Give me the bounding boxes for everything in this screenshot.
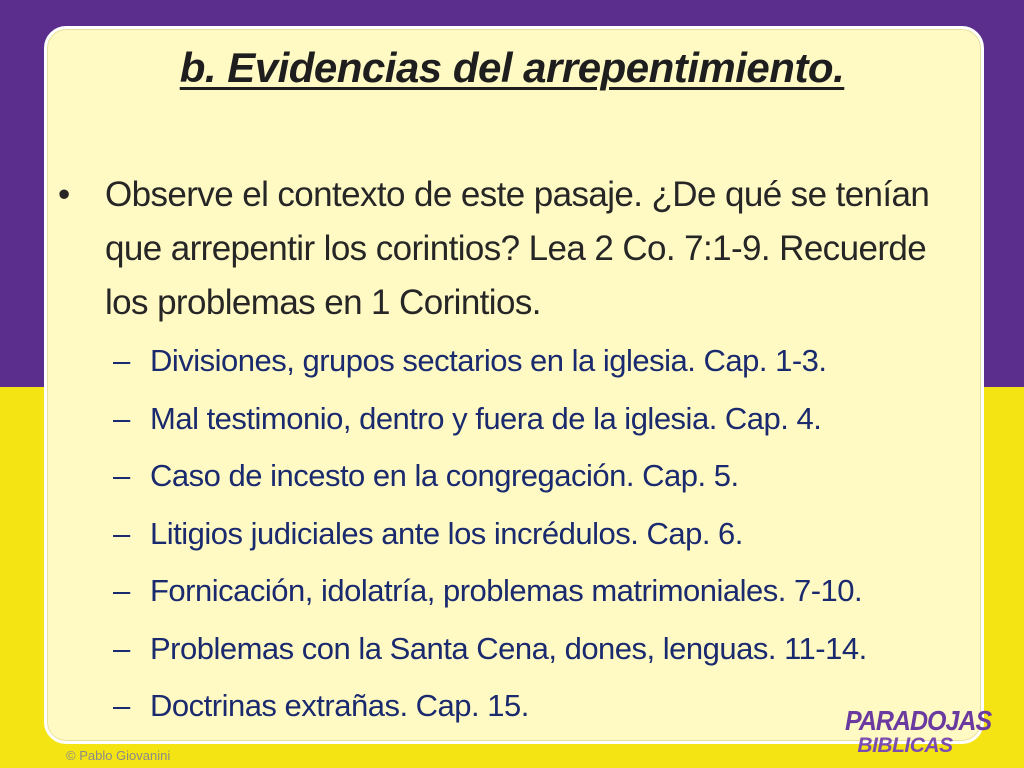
- sub-item-text: Divisiones, grupos sectarios en la iglesia. Cap. 1-3.: [150, 343, 827, 378]
- sub-item-text: Problemas con la Santa Cena, dones, lenguas. 11-14.: [150, 630, 867, 666]
- dash-icon: –: [113, 688, 130, 723]
- copyright-notice: © Pablo Giovanini: [66, 748, 171, 763]
- paradojas-biblicas-logo: [845, 705, 992, 766]
- sub-item-text: Mal testimonio, dentro y fuera de la iglesia. Cap. 4.: [150, 400, 822, 436]
- bullet-icon: •: [58, 175, 71, 214]
- sub-item: [113, 337, 973, 395]
- dash-icon: –: [113, 458, 130, 493]
- sub-item-text: Litigios judiciales ante los incrédulos. Cap. 6.: [150, 515, 743, 551]
- dash-icon: –: [113, 630, 130, 666]
- sub-item: [113, 510, 973, 568]
- slide-title: b. Evidencias del arrepentimiento.: [179, 44, 845, 91]
- logo-line-1: PARADOJAS: [845, 705, 992, 737]
- sub-item-text: Doctrinas extrañas. Cap. 15.: [150, 688, 529, 723]
- sub-item: [113, 625, 973, 683]
- logo-line-2: BIBLICAS: [857, 734, 953, 757]
- dash-icon: –: [113, 515, 130, 551]
- main-bullet: [58, 168, 938, 330]
- dash-icon: –: [113, 400, 130, 436]
- sub-item: [113, 682, 992, 740]
- dash-icon: –: [113, 343, 130, 378]
- sub-item: [113, 395, 973, 453]
- main-bullet-text: Observe el contexto de este pasaje. ¿De qué se tenían que arrepentir los corintios? Lea 2 Co. 7:1-9. Recuerde los problemas en 1 Corintios.: [105, 175, 930, 322]
- sub-item-text: Fornicación, idolatría, problemas matrimoniales. 7-10.: [150, 573, 863, 608]
- sub-item: [113, 567, 973, 625]
- dash-icon: –: [113, 573, 130, 608]
- sub-item-list: [113, 337, 992, 740]
- sub-item: [113, 452, 973, 510]
- sub-item-text: Caso de incesto en la congregación. Cap. 5.: [150, 458, 739, 493]
